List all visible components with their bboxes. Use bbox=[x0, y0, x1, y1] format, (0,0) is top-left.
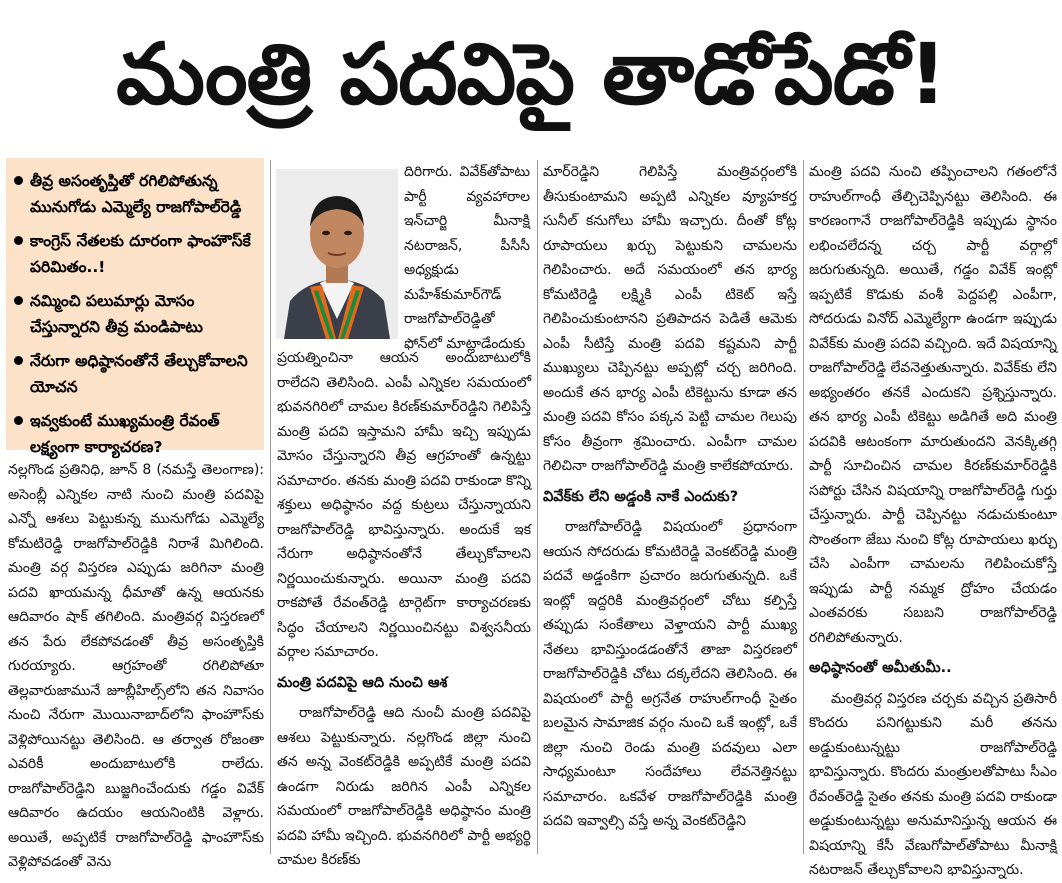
bullet-icon bbox=[14, 176, 23, 185]
article-paragraph: నల్లగొండ ప్రతినిధి, జూన్ 8 (నమస్తే తెలంగాణ): అసెంబ్లీ ఎన్నికల నాటి నుంచి మంత్రి పదవిపై ఎన్నో ఆశలు పెట్టుకున్న మునుగోడు ఎమ్మెల్యే కోమటిరెడ్డి రాజగోపాల్‌రెడ్డికి నిరాశే మిగిలింది. మంత్రి వర్గ విస్తరణ ఎప్పుడు జరిగినా మంత్రి పదవి ఖాయమన్న ధీమాతో ఉన్న ఆయనకు ఆదివారం షాక్ తగిలింది. మంత్రివర్గ విస్తరణలో తన పేరు లేకపోవడంతో తీవ్ర అసంతృప్తికి గురయ్యారు. ఆగ్రహంతో రగిలిపోతూ తెల్లవారుజామునే జూబ్లీహిల్స్‌లోని తన నివాసం నుంచి నేరుగా మొయినాబాద్‌లోని ఫాంహౌస్‌కు వెళ్లిపోయినట్టు తెలిసింది. ఆ తర్వాత రోజంతా ఎవరికీ అందుబాటులోకి రాలేదు. రాజగోపాల్‌రెడ్డిని బుజ్జగించేందుకు గడ్డం వివేక్ ఆదివారం ఉదయం ఆయనింటికి వెళ్లారు. అయితే, అప్పటికే రాజగోపాల్‌రెడ్డి ఫాంహౌస్‌కు వెళ్లిపోవడంతో వెను bbox=[8, 462, 264, 870]
article-paragraph: మార్‌రెడ్డిని గెలిపిస్తే మంత్రివర్గంలోకి తీసుకుంటామని అప్పటి ఎన్నికల వ్యూహకర్త సునీల్ కనుగోలు హామీ ఇచ్చారు. దీంతో కోట్ల రూపాయలు ఖర్చు పెట్టుకుని చామలను గెలిపించారు. అదే సమయంలో తన భార్య కోమటిరెడ్డి లక్ష్మికి ఎంపీ టికెట్ ఇస్తే గెలిపించుకుంటానని ప్రతిపాదన పెడితే ఆమెకు ఎంపీ సీటిస్తే మంత్రి పదవి కష్టమని పార్టీ ముఖ్యులు చెప్పినట్టు అప్పట్లో చర్చ జరిగింది. అందుకే తన భార్య ఎంపీ టికెట్టును కూడా తన మంత్రి పదవి కోసం పక్కన పెట్టి చామల గెలుపు కోసం తీవ్రంగా శ్రమించారు. ఎంపీగా చామల గెలిచినా రాజగోపాల్‌రెడ్డి మంత్రి కాలేకపోయారు. bbox=[543, 164, 797, 474]
highlight-item: నమ్మించి పలుమార్లు మోసం చేస్తున్నారని తీవ్ర మండిపాటు bbox=[14, 288, 256, 340]
column-divider bbox=[537, 160, 538, 854]
highlights-list bbox=[14, 168, 256, 460]
column-divider bbox=[803, 160, 804, 854]
subheading: మంత్రి పదవిపై ఆది నుంచి ఆశ bbox=[277, 674, 448, 691]
highlights-box bbox=[6, 158, 264, 456]
article-paragraph: దిరిగారు. వివేక్‌తోపాటు పార్టీ వ్యవహారాల ఇన్‌చార్జి మీనాక్షి నటరాజన్, పీసీసీ అధ్యక్షుడు మహేశ్‌కుమార్‌గౌడ్ రాజగోపాల్‌రెడ్డితో ఫోన్‌లో మాట్లాడేందుకు bbox=[404, 164, 530, 352]
article-paragraph: రాజగోపాల్‌రెడ్డి ఆది నుంచీ మంత్రి పదవిపై ఆశలు పెట్టుకున్నారు. నల్లగొండ జిల్లా నుంచి తన అన్న వెంకట్‌రెడ్డికి అప్పటికే మంత్రి పదవి ఉండగా నిరుడు జరిగిన ఎంపీ ఎన్నికల సమయంలో రాజగోపాల్‌రెడ్డికి అధిష్ఠానం మంత్రి పదవి హామీ ఇచ్చింది. భువనగిరిలో పార్టీ అభ్యర్థి చామల కిరణ్‌కు bbox=[277, 705, 531, 868]
article-paragraph: రాజగోపాల్‌రెడ్డి విషయంలో ప్రధానంగా ఆయన సోదరుడు కోమటిరెడ్డి వెంకట్‌రెడ్డి మంత్రి పదవే అడ్డంకిగా ప్రచారం జరుగుతున్నది. ఒకే ఇంట్లో ఇద్దరికి మంత్రివర్గంలో చోటు కల్పిస్తే తప్పుడు సంకేతాలు వెళ్తాయని పార్టీ ముఖ్య నేతలు భావిస్తుండడంతోనే తాజా విస్తరణలో రాజగోపాల్‌రెడ్డికి చోటు దక్కలేదని తెలిసింది. ఈ విషయంలో పార్టీ అగ్రనేత రాహుల్‌గాంధీ సైతం బలమైన సామాజిక వర్గం నుంచి ఒకే ఇంట్లో, ఒకే జిల్లా నుంచి రెండు మంత్రి పదవులు ఎలా సాధ్యమంటూ సందేహాలు లేవనెత్తినట్టు సమాచారం. ఒకవేళ రాజగోపాల్‌రెడ్డికి మంత్రి పదవి ఇవ్వాల్సి వస్తే అన్న వెంకట్‌రెడ్డిని bbox=[543, 519, 797, 829]
bullet-icon bbox=[14, 356, 23, 365]
subheading: వివేక్‌కు లేని అడ్డంకి నాకే ఎందుకు? bbox=[543, 488, 739, 505]
highlight-item: నేరుగా అధిష్ఠానంతోనే తేల్చుకోవాలని యోచన bbox=[14, 348, 256, 400]
bullet-icon bbox=[14, 416, 23, 425]
article-column-3 bbox=[543, 160, 797, 854]
article-paragraph: మంత్రి పదవి నుంచి తప్పించాలని గతంలోనే రాహుల్‌గాంధీ తేల్చిచెప్పినట్టు తెలిసింది. ఈ కారణంగానే రాజగోపాల్‌రెడ్డికి ఇప్పుడు స్థానం లభించలేదన్న చర్చ పార్టీ వర్గాల్లో జరుగుతున్నది. అయితే, గడ్డం వివేక్ ఇంట్లో ఇప్పటికే కొడుకు వంశీ పెద్దపల్లి ఎంపీగా, సోదరుడు వినోద్ ఎమ్మెల్యేగా ఉండగా ఇప్పుడు వివేక్‌కు మంత్రి పదవి వచ్చింది. ఇదే విషయాన్ని రాజగోపాల్‌రెడ్డి లేవనెత్తుతున్నారు. వివేక్‌కు లేని అభ్యంతరం తనకే ఎందుకని ప్రశ్నిస్తున్నారు. తన భార్య ఎంపీ టికెట్టు అడిగితే అది మంత్రి పదవికి ఆటంకంగా మారుతుందని వెనక్కితగ్గి పార్టీ సూచించిన చామల కిరణ్‌కుమార్‌రెడ్డికి సపోర్టు చేసిన విషయాన్ని రాజగోపాల్‌రెడ్డి గుర్తు చేస్తున్నారు. పార్టీ చెప్పినట్టు నడుచుకుంటూ సొంతంగా జేబు నుంచి కోట్ల రూపాయలు ఖర్చు చేసి ఎంపీగా చామలను గెలిపించుకోస్తే ఇప్పుడు పార్టీ నమ్మక ద్రోహం చేయడం ఎంతవరకు సబబని రాజగోపాల్‌రెడ్డి రగిలిపోతున్నారు. bbox=[809, 164, 1057, 646]
subheading: అధిష్ఠానంతో అమీతుమీ.. bbox=[809, 660, 952, 676]
highlight-item: కాంగ్రెస్ నేతలకు దూరంగా ఫాంహౌస్‌కే పరిమితం..! bbox=[14, 228, 256, 280]
article-paragraph: మంత్రివర్గ విస్తరణ చర్చకు వచ్చిన ప్రతిసారీ కొందరు పనిగట్టుకుని మరీ తనను అడ్డుకుంటున్నట్టు రాజగోపాల్‌రెడ్డి భావిస్తున్నారు. కొందరు మంత్రులతోపాటు సీఎం రేవంత్‌రెడ్డి సైతం తనకు మంత్రి పదవి రాకుండా అడ్డుకుంటున్నట్టు అనుమానిస్తున్న ఆయన ఈ విషయాన్ని కేసీ వేణుగోపాల్‌తోపాటు మీనాక్షి నటరాజన్ తేల్చుకోవాలని భావిస్తున్నారు. bbox=[809, 690, 1057, 878]
portrait-photo bbox=[276, 169, 398, 339]
column-divider bbox=[270, 160, 271, 854]
bullet-icon bbox=[14, 236, 23, 245]
highlight-item: ఇవ్వకుంటే ముఖ్యమంత్రి రేవంత్ లక్ష్యంగా కార్యాచరణ? bbox=[14, 408, 256, 460]
article-column-4 bbox=[809, 160, 1057, 878]
highlight-item: తీవ్ర అసంతృప్తితో రగిలిపోతున్న మునుగోడు ఎమ్మెల్యే రాజగోపాల్‌రెడ్డి bbox=[14, 168, 256, 220]
bullet-icon bbox=[14, 296, 23, 305]
article-column-2 bbox=[277, 346, 532, 868]
article-column-1 bbox=[8, 458, 264, 870]
person-portrait-icon bbox=[276, 169, 398, 339]
article-paragraph: ప్రయత్నించినా ఆయన అందుబాటులోకి రాలేదని తెలిసింది. ఎంపీ ఎన్నికల సమయంలో భువనగిరిలో చామల కిరణ్‌కుమార్‌రెడ్డిని గెలిపిస్తే మంత్రి పదవి ఇస్తామని హామీ ఇచ్చి ఇప్పుడు మోసం చేస్తున్నారని తీవ్ర ఆగ్రహంతో ఉన్నట్టు సమాచారం. తనకు మంత్రి పదవి రాకుండా కొన్ని శక్తులు అధిష్ఠానం వద్ద కుట్రలు చేస్తున్నాయని రాజగోపాల్‌రెడ్డి భావిస్తున్నారు. అందుకే ఇక నేరుగా అధిష్ఠానంతోనే తేల్చుకోవాలని నిర్ణయించుకున్నారు. అయినా మంత్రి పదవి రాకపోతే రేవంత్‌రెడ్డి టార్గెట్‌గా కార్యాచరణకు సిద్ధం చేయాలని నిర్ణయించినట్టు విశ్వసనీయ వర్గాల సమాచారం. bbox=[277, 350, 532, 660]
article-column-2-wrap bbox=[404, 160, 530, 352]
headline: మంత్రి పదవిపై తాడోపేడో! bbox=[116, 25, 946, 123]
